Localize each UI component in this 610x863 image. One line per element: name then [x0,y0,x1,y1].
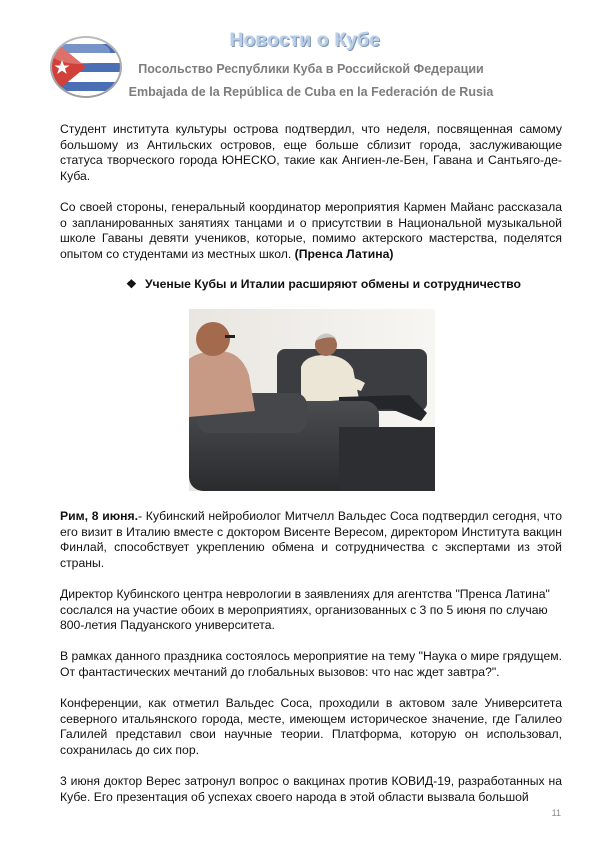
article2-heading-text: Ученые Кубы и Италии расширяют обмены и сотрудничество [144,277,521,292]
article-body [60,122,562,821]
article2-heading [126,277,562,293]
embassy-name-spanish: Embajada de la República de Cuba en la Federación de Rusia [128,85,494,99]
article1-paragraph-1: Студент института культуры острова подтвердил, что неделя, посвященная самому большому из Антильских островов, еще больше сблизит города, заслуживающие статуса творческого города ЮНЕСКО, такие как Ангиен-ле-Бен, Гавана и Сантьяго-де-Куба. [60,122,562,183]
embassy-name-russian: Посольство Республики Куба в Российской Федерации [138,62,484,76]
article2-paragraph-3: В рамках данного праздника состоялось мероприятие на тему "Наука о мире грядущем. От фантастических мечтаний до глобальных вызовов: что нас ждет завтра?". [60,649,562,679]
article2-paragraph-5: 3 июня доктор Верес затронул вопрос о вакцинах против КОВИД-19, разработанных на Кубе. Его презентация об успехах своего народа в этой области вызвала большой [60,774,562,804]
page-number: 11 [551,808,561,818]
article2-dateline: Рим, 8 июня. [60,508,138,523]
article2-paragraph-4: Конференции, как отметил Вальдес Соса, проходили в актовом зале Университета северного итальянского города, месте, имеющем историческое значение, где Галилео Галилей представил свои научные теории. Платформа, которую он использовал, сохранилась до сих пор. [60,696,562,757]
diamond-bullet-icon: ❖ [126,277,137,292]
article1-paragraph-2 [60,200,562,262]
interview-photo [189,309,435,491]
article2-paragraph-1 [60,509,562,571]
article1-paragraph-2-text: Со своей стороны, генеральный координатор мероприятия Кармен Майанс рассказала о запланированных занятиях танцами и о присутствии в Национальной музыкальной школе Гаваны девяти учеников, которые, помимо актерского мастерства, поделятся опытом со студентами из местных школ. [60,199,562,261]
article2-paragraph-1-text: - Кубинский нейробиолог Митчелл Вальдес Соса подтвердил сегодня, что его визит в Италию вместе с доктором Висенте Вересом, директором Института вакцин Финлай, способствует укреплению обмена и сотрудничества с экспертами из этой страны. [60,508,562,570]
newsletter-title: Новости о Кубе [229,30,381,51]
article2-paragraph-2: Директор Кубинского центра неврологии в заявлениях для агентства "Пренса Латина" сослался на участие обоих в мероприятиях, организованных с 3 по 5 июня по случаю 800-летия Падуанского университета. [60,586,550,633]
article1-source: (Пренса Латина) [294,246,394,261]
